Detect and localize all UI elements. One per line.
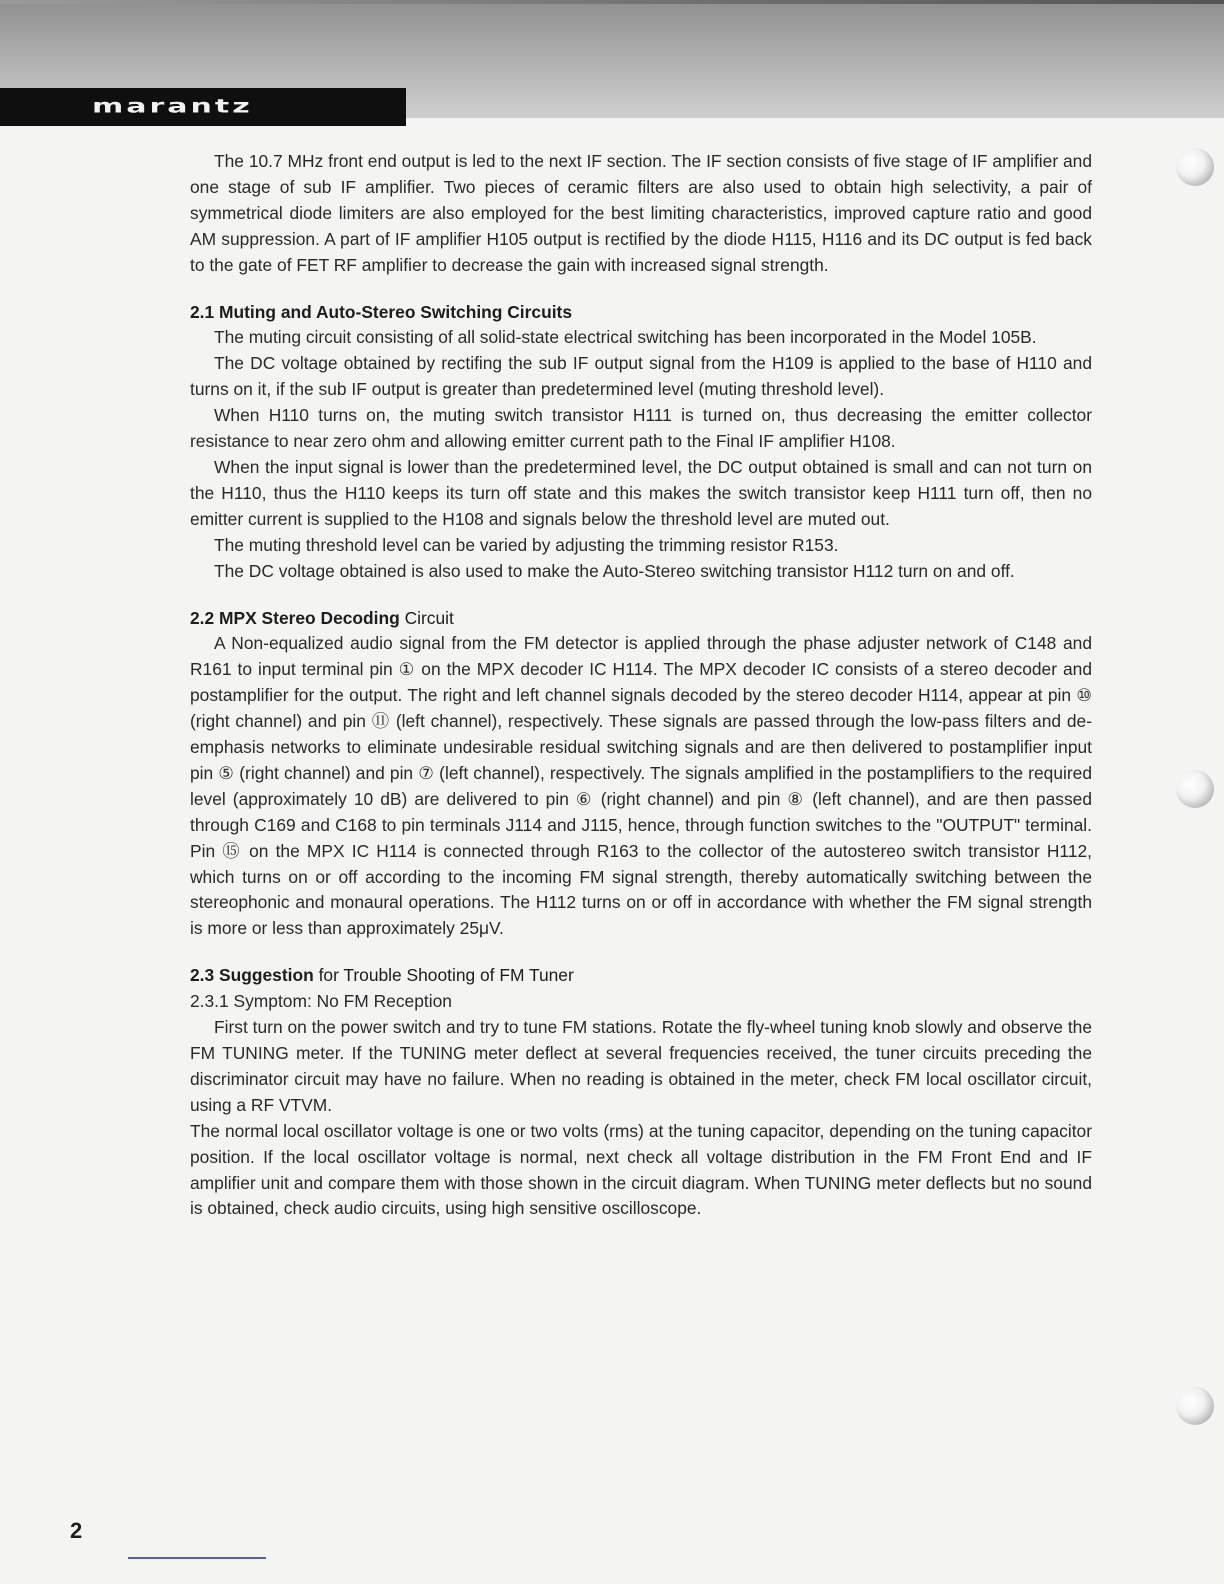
- paragraph: A Non-equalized audio signal from the FM detector is applied through the phase adjuster network of C148 and R161 to input terminal pin ① on the MPX decoder IC H114. The MPX decoder IC consists of a stereo decoder and postamplifier for the output. The right and left channel signals decoded by the stereo decoder H114, appear at pin ⑩ (right channel) and pin ⑪ (left channel), respectively. These signals are passed through the low-pass filters and de-emphasis networks to eliminate undesirable residual switching signals and are then delivered to postamplifier input pin ⑤ (right channel) and pin ⑦ (left channel), respectively. The signals amplified in the postamplifiers to the required level (approximately 10 dB) are delivered to pin ⑥ (right channel) and pin ⑧ (left channel), and are then passed through C169 and C168 to pin terminals J114 and J115, hence, through function switches to the "OUTPUT" terminal. Pin ⑮ on the MPX IC H114 is connected through R163 to the collector of the autostereo switch transistor H112, which turns on or off according to the incoming FM signal strength, thereby automatically switching between the stereophonic and monaural operations. The H112 turns on or off in accordance with whether the FM signal strength is more or less than approximately 25μV.: [190, 633, 1092, 939]
- paragraph: The DC voltage obtained is also used to make the Auto-Stereo switching transistor H112 turn on and off.: [214, 560, 1015, 581]
- section-title: MPX Stereo Decoding: [219, 607, 400, 628]
- section-title-rest: for Trouble Shooting of FM Tuner: [318, 965, 574, 986]
- bottom-rule: [128, 1557, 266, 1559]
- paragraph: When the input signal is lower than the predetermined level, the DC output obtained is small and can not turn on the H110, thus the H110 keeps its turn off state and this makes the switch transistor keep H111 turn off, then no emitter current is supplied to the H108 and signals below the threshold level are muted out.: [190, 456, 1092, 529]
- page-number: 2: [70, 1518, 83, 1543]
- paragraph: The DC voltage obtained by rectifing the sub IF output signal from the H109 is applied to the base of H110 and turns on it, if the sub IF output is greater than predetermined level (muting threshold level).: [190, 353, 1092, 400]
- section-2-1-heading: [190, 300, 1092, 326]
- section-number: 2.3: [190, 965, 215, 986]
- intro-paragraph: The 10.7 MHz front end output is led to the next IF section. The IF section consists of five stage of IF amplifier and one stage of sub IF amplifier. Two pieces of ceramic filters are also used to obtain high selectivity, a pair of symmetrical diode limiters are also employed for the best limiting characteristics, improved capture ratio and good AM suppression. A part of IF amplifier H105 output is rectified by the diode H115, H116 and its DC output is fed back to the gate of FET RF amplifier to decrease the gain with increased signal strength.: [190, 151, 1092, 275]
- paragraph: First turn on the power switch and try to tune FM stations. Rotate the fly-wheel tuning knob slowly and observe the FM TUNING meter. If the TUNING meter deflect at several frequencies received, the tuner circuits preceding the discriminator circuit may have no failure. When no reading is obtained in the meter, check FM local oscillator circuit, using a RF VTVM.: [190, 1017, 1092, 1115]
- section-title: Muting and Auto-Stereo Switching Circuits: [219, 301, 572, 322]
- page-body: [190, 149, 1092, 1222]
- paragraph: When H110 turns on, the muting switch transistor H111 is turned on, thus decreasing the emitter collector resistance to near zero ohm and allowing emitter current path to the Final IF amplifier H108.: [190, 405, 1092, 452]
- binder-hole-icon: [1176, 148, 1214, 186]
- section-title: Suggestion: [219, 965, 314, 986]
- paragraph: The muting circuit consisting of all solid-state electrical switching has been incorporated in the Model 105B.: [214, 327, 1037, 348]
- section-2-2-heading: [190, 606, 1092, 632]
- top-edge-line: [0, 0, 1224, 4]
- section-2-3-heading: [190, 963, 1092, 989]
- subsection-heading: 2.3.1 Symptom: No FM Reception: [190, 991, 452, 1012]
- section-number: 2.2: [190, 607, 215, 628]
- binder-hole-icon: [1176, 1387, 1214, 1425]
- brand-logo: marantz: [92, 95, 253, 118]
- section-number: 2.1: [190, 301, 215, 322]
- paragraph: The normal local oscillator voltage is one or two volts (rms) at the tuning capacitor, depending on the tuning capacitor position. If the local oscillator voltage is normal, next check all voltage distribution in the FM Front End and IF amplifier unit and compare them with those shown in the circuit diagram. When TUNING meter deflects but no sound is obtained, check audio circuits, using high sensitive oscilloscope.: [190, 1120, 1092, 1219]
- section-title-rest: Circuit: [404, 607, 454, 628]
- binder-hole-icon: [1176, 770, 1214, 808]
- paragraph: The muting threshold level can be varied by adjusting the trimming resistor R153.: [214, 534, 839, 555]
